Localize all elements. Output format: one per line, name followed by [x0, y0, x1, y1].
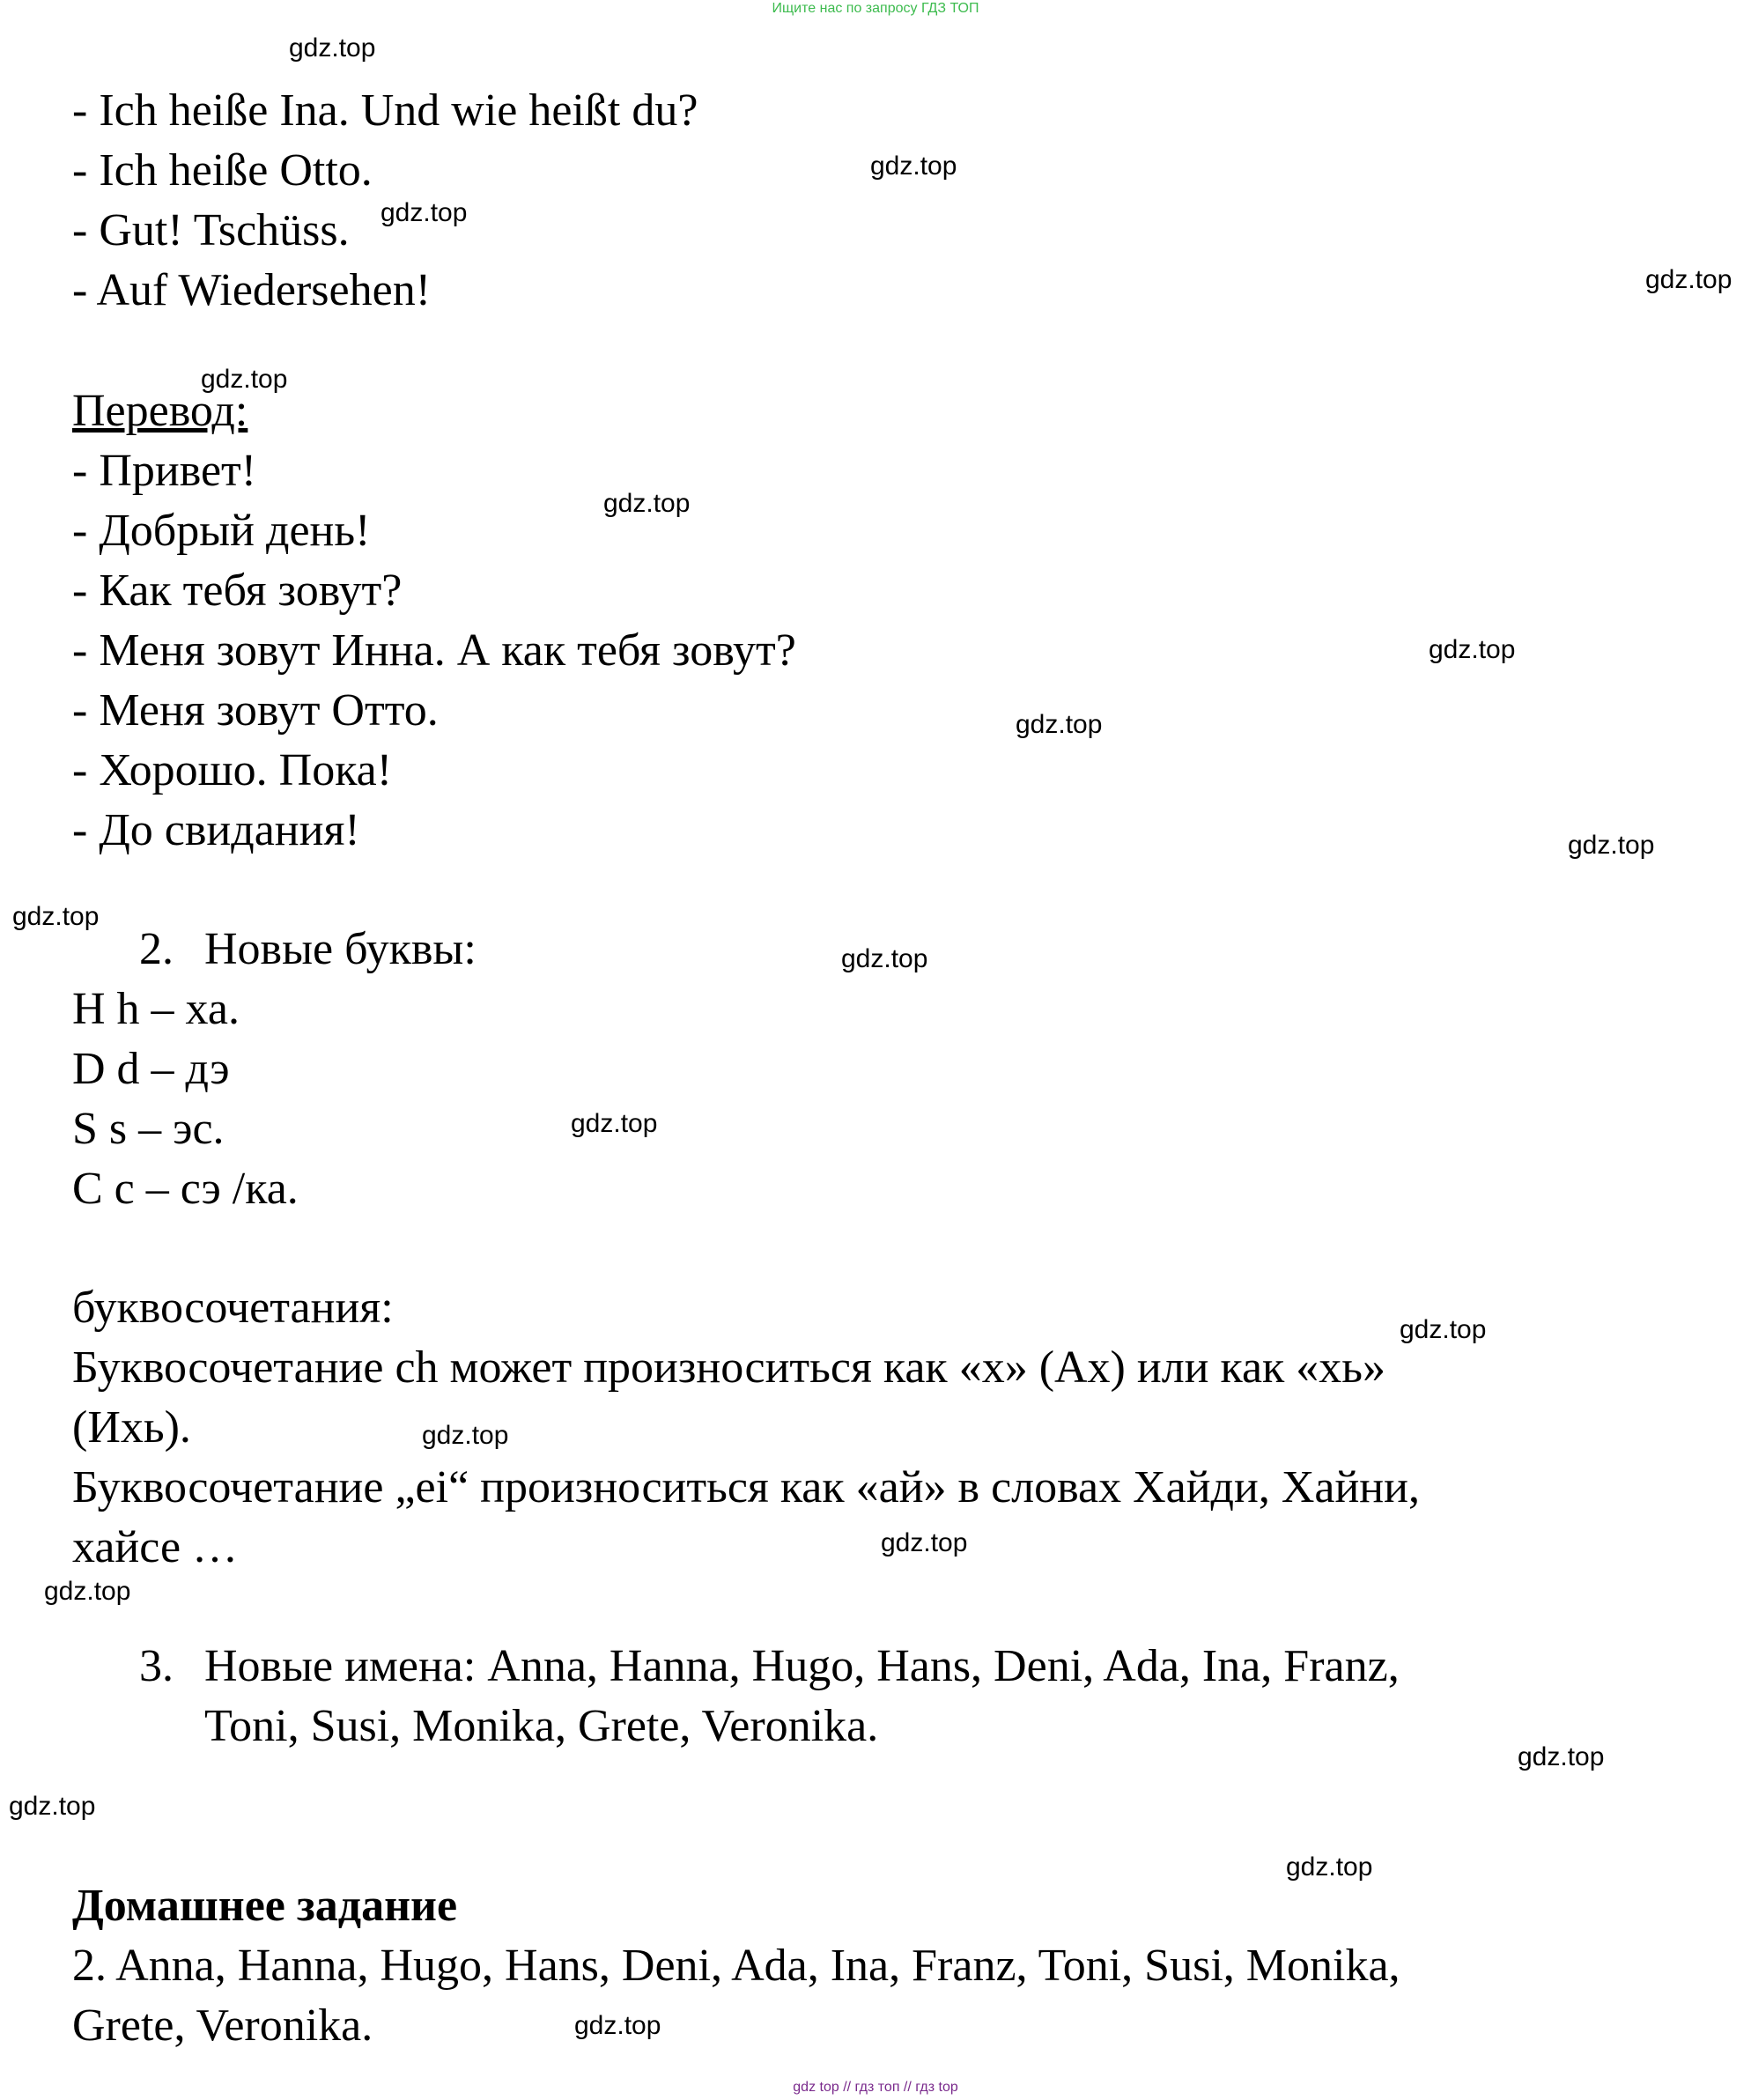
- watermark: gdz.top: [9, 1792, 96, 1821]
- names-line-1: Новые имена: Anna, Hanna, Hugo, Hans, Deni, Ada, Ina, Franz,: [204, 1641, 1400, 1691]
- translation-heading: Перевод:: [72, 386, 248, 436]
- letters-number: 2.: [139, 924, 174, 974]
- homework-line-1: 2. Anna, Hanna, Hugo, Hans, Deni, Ada, Ina, Franz, Toni, Susi, Monika,: [72, 1941, 1400, 1991]
- translation-line-3: - Как тебя зовут?: [72, 566, 403, 616]
- homework-line-2: Grete, Veronika.: [72, 2000, 373, 2051]
- letters-title-row: [139, 923, 477, 976]
- letter-item-1: H h – ха.: [72, 984, 240, 1034]
- translation-line-6: - Хорошо. Пока!: [72, 745, 393, 795]
- combinations-line-2: (Ихь).: [72, 1402, 191, 1453]
- watermark: gdz.top: [1016, 710, 1103, 739]
- dialogue-line-4: - Auf Wiedersehen!: [72, 265, 432, 315]
- watermark: gdz.top: [1429, 635, 1516, 664]
- watermark: gdz.top: [422, 1421, 509, 1450]
- watermark: gdz.top: [289, 33, 376, 63]
- watermark: gdz.top: [1400, 1315, 1487, 1344]
- letters-title: Новые буквы:: [204, 924, 477, 974]
- translation-line-1: - Привет!: [72, 446, 257, 496]
- homework-heading: Домашнее задание: [72, 1881, 458, 1931]
- letter-item-3: S s – эс.: [72, 1104, 225, 1154]
- watermark: gdz.top: [574, 2011, 661, 2040]
- combinations-line-3: Буквосочетание „ei“ произноситься как «ай» в словах Хайди, Хайни,: [72, 1462, 1420, 1512]
- watermark: gdz.top: [881, 1528, 968, 1557]
- watermark: gdz.top: [1645, 265, 1733, 294]
- watermark: gdz.top: [571, 1109, 658, 1138]
- dialogue-line-3: - Gut! Tschüss.: [72, 205, 350, 255]
- watermark: gdz.top: [1286, 1852, 1373, 1882]
- watermark: gdz.top: [1518, 1742, 1605, 1771]
- watermark: gdz.top: [841, 944, 928, 973]
- footer-links: gdz top // гдз топ // гдз top: [793, 2080, 958, 2095]
- watermark: gdz.top: [1568, 831, 1655, 860]
- translation-line-7: - До свидания!: [72, 805, 360, 855]
- letter-item-4: C c – сэ /ка.: [72, 1164, 299, 1214]
- combinations-line-1: Буквосочетание ch может произноситься как «х» (Ах) или как «хь»: [72, 1342, 1386, 1393]
- translation-line-4: - Меня зовут Инна. А как тебя зовут?: [72, 625, 796, 676]
- translation-line-2: - Добрый день!: [72, 506, 371, 556]
- names-number: 3.: [139, 1641, 174, 1691]
- translation-line-5: - Меня зовут Отто.: [72, 685, 439, 736]
- watermark: gdz.top: [201, 365, 288, 394]
- names-line-2: Toni, Susi, Monika, Grete, Veronika.: [204, 1701, 879, 1751]
- watermark: gdz.top: [44, 1577, 131, 1606]
- watermark: gdz.top: [870, 152, 957, 181]
- names-row-1: [139, 1640, 1400, 1693]
- combinations-heading: буквосочетания:: [72, 1283, 394, 1333]
- dialogue-line-2: - Ich heiße Otto.: [72, 145, 373, 196]
- letter-item-2: D d – дэ: [72, 1044, 230, 1094]
- watermark: gdz.top: [12, 902, 100, 931]
- watermark: gdz.top: [380, 198, 468, 227]
- top-banner: Ищите нас по запросу ГДЗ ТОП: [772, 1, 979, 16]
- watermark: gdz.top: [603, 489, 691, 518]
- dialogue-line-1: - Ich heiße Ina. Und wie heißt du?: [72, 85, 698, 136]
- combinations-line-4: хайсе …: [72, 1522, 239, 1572]
